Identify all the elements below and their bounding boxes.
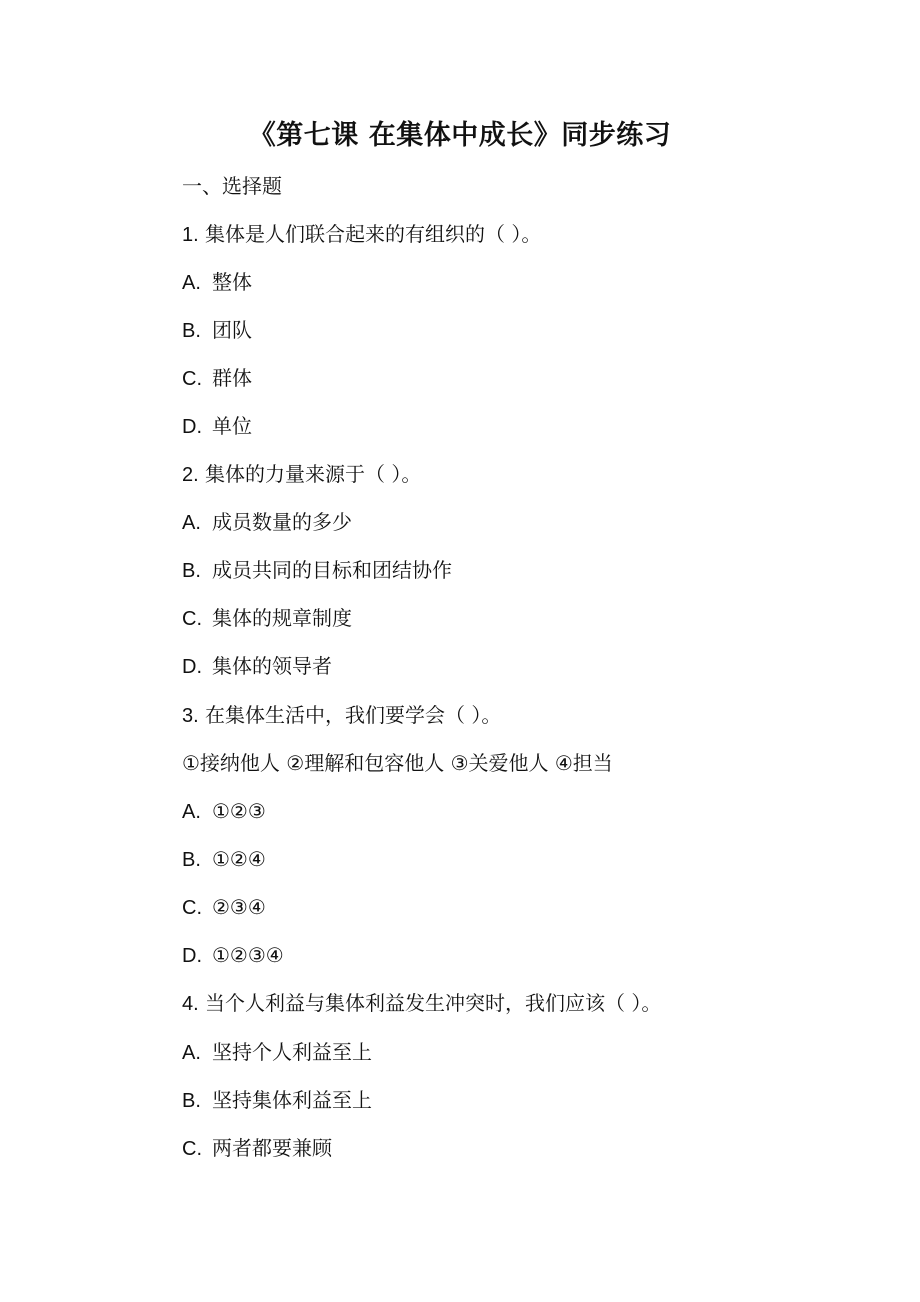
page-title: 《第七课 在集体中成长》同步练习 [248,120,672,151]
question-4-stem [182,989,661,1018]
option-letter: D. [182,945,202,967]
option-text: ①②③ [212,799,266,823]
option-text: 集体的规章制度 [212,606,352,630]
question-number: 2. [182,464,199,486]
question-text: 在集体生活中，我们要学会（ ）。 [205,703,502,727]
question-3-option-d [182,941,284,970]
option-letter: D. [182,416,202,438]
option-text: 坚持个人利益至上 [212,1040,372,1064]
question-4-option-b [182,1086,372,1115]
option-text: ②③④ [212,895,266,919]
option-text: ①②③④ [212,943,284,967]
option-text: 成员共同的目标和团结协作 [212,558,452,582]
question-number: 3. [182,705,199,727]
option-letter: A. [182,272,201,294]
question-1-stem [182,220,541,249]
option-text: 整体 [212,270,252,294]
question-4-option-c [182,1134,332,1163]
option-letter: D. [182,656,202,678]
question-number: 1. [182,224,199,246]
question-text: 集体是人们联合起来的有组织的（ ）。 [205,222,542,246]
option-letter: B. [182,560,201,582]
option-letter: C. [182,608,202,630]
question-3-statements: ①接纳他人 ②理解和包容他人 ③关爱他人 ④担当 [182,751,613,775]
option-letter: B. [182,849,201,871]
question-2-option-b [182,556,452,585]
option-text: ①②④ [212,847,266,871]
question-3-option-b [182,845,266,874]
question-text: 集体的力量来源于（ ）。 [205,462,422,486]
option-text: 集体的领导者 [212,654,332,678]
question-1-option-b [182,316,252,345]
option-letter: C. [182,368,202,390]
question-3-option-c [182,893,266,922]
question-1-option-c [182,364,252,393]
option-letter: A. [182,1042,201,1064]
option-letter: C. [182,1138,202,1160]
option-letter: A. [182,801,201,823]
option-text: 单位 [212,414,252,438]
option-text: 成员数量的多少 [212,510,352,534]
question-2-option-a [182,508,352,537]
question-text: 当个人利益与集体利益发生冲突时，我们应该（ ）。 [205,991,662,1015]
question-2-stem [182,460,421,489]
question-1-option-a [182,268,252,297]
question-1-option-d [182,412,252,441]
option-text: 两者都要兼顾 [212,1136,332,1160]
option-letter: B. [182,1090,201,1112]
option-letter: C. [182,897,202,919]
option-letter: B. [182,320,201,342]
question-number: 4. [182,993,199,1015]
question-2-option-d [182,652,332,681]
question-4-option-a [182,1038,372,1067]
option-text: 坚持集体利益至上 [212,1088,372,1112]
question-3-option-a [182,797,266,826]
option-text: 团队 [212,318,252,342]
option-text: 群体 [212,366,252,390]
question-2-option-c [182,604,352,633]
question-3-stem [182,701,501,730]
section-heading: 一、选择题 [182,174,282,198]
option-letter: A. [182,512,201,534]
